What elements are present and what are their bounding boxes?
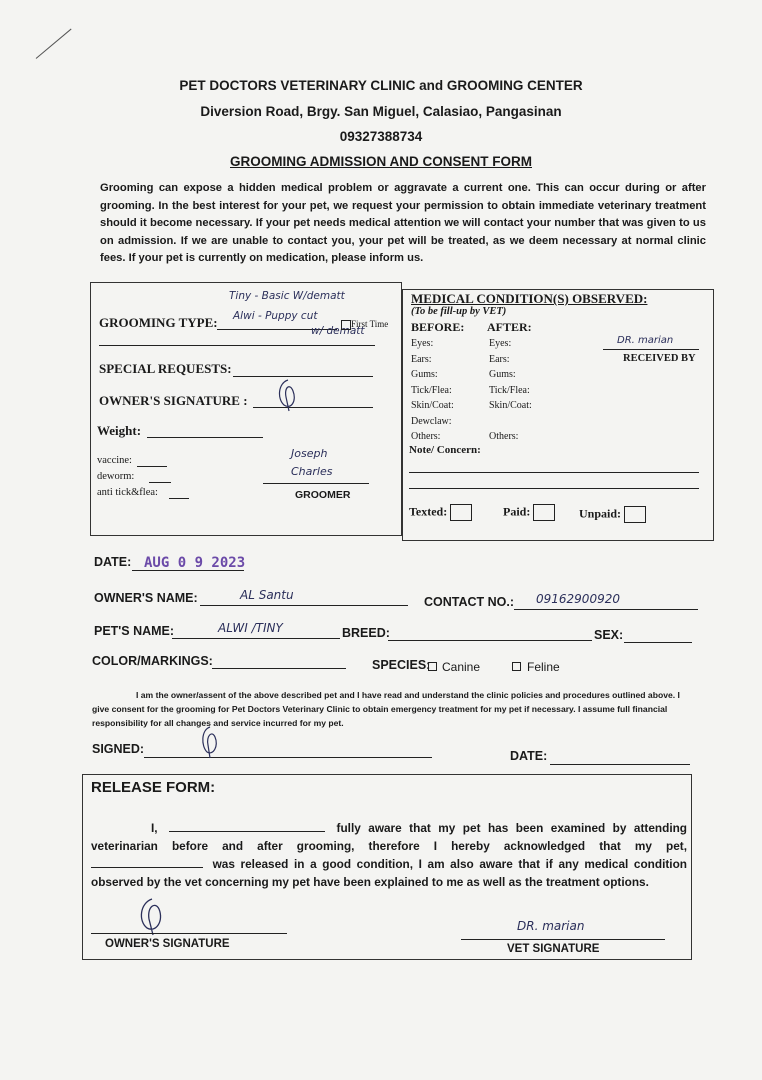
- owner-name-field[interactable]: [200, 605, 408, 606]
- texted-checkbox[interactable]: [450, 504, 472, 521]
- color-label: COLOR/MARKINGS:: [92, 654, 213, 668]
- medical-title: MEDICAL CONDITION(S) OBSERVED:: [411, 291, 648, 306]
- unpaid-checkbox[interactable]: [624, 506, 646, 523]
- release-vet-sig-field[interactable]: [461, 939, 665, 940]
- grooming-type-label: GROOMING TYPE:: [99, 315, 218, 330]
- groomer-hw1: Joseph: [291, 447, 328, 460]
- release-vet-hw: DR. marian: [517, 919, 585, 933]
- contact-hw: 09162900920: [536, 592, 620, 606]
- contact-field[interactable]: [514, 609, 698, 610]
- vaccine-label: vaccine:: [97, 455, 132, 466]
- first-time-label: First Time: [351, 319, 389, 329]
- first-time-checkbox[interactable]: [341, 320, 351, 330]
- owner-signature-label: OWNER'S SIGNATURE :: [99, 393, 248, 408]
- signed-signature: [198, 724, 222, 760]
- after-item: Skin/Coat:: [489, 400, 532, 411]
- after-label: AFTER:: [487, 320, 532, 334]
- note-label: Note/ Concern:: [409, 444, 481, 456]
- feline-label: Feline: [527, 660, 560, 674]
- release-name-field[interactable]: [169, 819, 325, 832]
- unpaid-label: Unpaid:: [579, 506, 622, 521]
- pet-name-label: PET'S NAME:: [94, 624, 175, 638]
- before-item: Gums:: [411, 369, 438, 380]
- canine-label: Canine: [442, 660, 481, 674]
- before-item: Eyes:: [411, 338, 434, 349]
- form-title: GROOMING ADMISSION AND CONSENT FORM: [230, 154, 532, 169]
- release-owner-sig-label: OWNER'S SIGNATURE: [105, 938, 230, 950]
- pen-stroke: [36, 29, 72, 59]
- release-vet-sig-label: VET SIGNATURE: [507, 943, 600, 955]
- feline-checkbox[interactable]: [512, 662, 521, 671]
- owner-initial-signature: [275, 377, 301, 413]
- sex-field[interactable]: [624, 642, 692, 643]
- paid-checkbox[interactable]: [533, 504, 555, 521]
- special-requests-field[interactable]: [233, 376, 373, 377]
- owner-signature-field[interactable]: [253, 407, 373, 408]
- signed-label: SIGNED:: [92, 742, 145, 756]
- weight-label: Weight:: [97, 423, 142, 438]
- release-text-c: was released in a good condition, I am also aware that if any medical condition observed by the vet concerning my pet have been explained to me as well as the treatment options.: [91, 857, 687, 889]
- clinic-name: PET DOCTORS VETERINARY CLINIC and GROOMING CENTER: [179, 78, 583, 93]
- groomer-label: GROOMER: [295, 489, 351, 501]
- feline-option[interactable]: [512, 660, 560, 674]
- release-owner-signature: [135, 895, 171, 937]
- release-paragraph: [91, 819, 687, 891]
- grooming-type-hw2: Alwi - Puppy cut: [233, 310, 318, 322]
- before-item: Tick/Flea:: [411, 384, 452, 396]
- vaccine-field[interactable]: [137, 466, 167, 467]
- texted-row: [409, 504, 472, 521]
- after-list: [489, 336, 532, 445]
- before-item: Others:: [411, 431, 441, 442]
- after-item: Eyes:: [489, 338, 512, 349]
- before-item: Dewclaw:: [411, 415, 452, 427]
- date2-label: DATE:: [510, 749, 548, 763]
- date-stamp: AUG 0 9 2023: [144, 555, 246, 571]
- date-label: DATE:: [94, 555, 132, 569]
- consent-paragraph: I am the owner/assent of the above described pet and I have read and understand the clinic policies and procedures outlined above. I give consent for the grooming for Pet Doctors Veterinary Clinic to obtain emergency treatment for my pet if necessary. I assume full financial responsibility for all changes and service incurred for my pet.: [92, 690, 680, 728]
- unpaid-row: [579, 506, 646, 523]
- received-by-label: RECEIVED BY: [623, 353, 696, 364]
- grooming-type-hw3: w/ dematt: [311, 325, 365, 337]
- grooming-type-line2[interactable]: [99, 345, 375, 346]
- grooming-box: [90, 282, 402, 536]
- anti-tick-field[interactable]: [169, 498, 189, 499]
- before-item: Ears:: [411, 353, 432, 365]
- color-field[interactable]: [212, 668, 346, 669]
- paid-row: [503, 504, 555, 521]
- special-requests-label: SPECIAL REQUESTS:: [99, 361, 232, 376]
- pet-name-field[interactable]: [172, 638, 340, 639]
- groomer-hw2: Charles: [291, 465, 333, 478]
- breed-field[interactable]: [388, 640, 592, 641]
- species-label: SPECIES:: [372, 658, 431, 672]
- deworm-label: deworm:: [97, 471, 135, 482]
- signed-field[interactable]: [144, 757, 432, 758]
- note-line-2[interactable]: [409, 488, 699, 489]
- texted-label: Texted:: [409, 504, 448, 519]
- before-label: BEFORE:: [411, 320, 465, 334]
- medical-subtitle: (To be fill-up by VET): [411, 306, 507, 317]
- received-by-field[interactable]: [603, 349, 699, 350]
- medical-box: [402, 289, 714, 541]
- intro-paragraph: Grooming can expose a hidden medical problem or aggravate a current one. This can occur during or after grooming. In the best interest for your pet, we request your permission to obtain immediate veterinary treatment should it become necessary. If your pet needs medical attention we will contact your number that was given to us on admission. If we are unable to contact you, your pet will be treated, as we deem necessary at normal clinic fees. If your pet is currently on medication, please inform us.: [100, 182, 706, 265]
- release-title: RELEASE FORM:: [91, 779, 216, 796]
- before-item: Skin/Coat:: [411, 400, 454, 411]
- after-item: Tick/Flea:: [489, 384, 530, 396]
- after-item: Ears:: [489, 353, 510, 365]
- note-line-1[interactable]: [409, 472, 699, 473]
- release-owner-sig-field[interactable]: [91, 933, 287, 934]
- owner-name-hw: AL Santu: [240, 588, 294, 602]
- paid-label: Paid:: [503, 504, 531, 519]
- release-i: I,: [151, 821, 158, 835]
- clinic-address: Diversion Road, Brgy. San Miguel, Calasiao, Pangasinan: [200, 104, 562, 119]
- release-pet-field[interactable]: [91, 855, 203, 868]
- after-item: Gums:: [489, 369, 516, 380]
- received-by-hw: DR. marian: [617, 335, 674, 346]
- clinic-phone: 09327388734: [339, 129, 423, 144]
- pet-name-hw: ALWI /TINY: [218, 621, 283, 635]
- breed-label: BREED:: [342, 626, 390, 640]
- weight-field[interactable]: [147, 437, 263, 438]
- canine-option[interactable]: [428, 660, 480, 674]
- contact-label: CONTACT NO.:: [424, 595, 515, 609]
- deworm-field[interactable]: [149, 482, 171, 483]
- sex-label: SEX:: [594, 628, 624, 642]
- anti-tick-label: anti tick&flea:: [97, 487, 158, 498]
- owner-name-label: OWNER'S NAME:: [94, 591, 198, 605]
- grooming-type-hw1: Tiny - Basic W/dematt: [229, 290, 345, 302]
- groomer-field[interactable]: [263, 483, 369, 484]
- release-text-b: fully aware that my pet has been examined by attending veterinarian before and after grooming, therefore I hereby acknowledged that my pet,: [91, 821, 688, 853]
- release-box: [82, 774, 692, 960]
- canine-checkbox[interactable]: [428, 662, 437, 671]
- date2-field[interactable]: [550, 764, 690, 765]
- before-list: [411, 336, 454, 445]
- after-item: Others:: [489, 431, 519, 442]
